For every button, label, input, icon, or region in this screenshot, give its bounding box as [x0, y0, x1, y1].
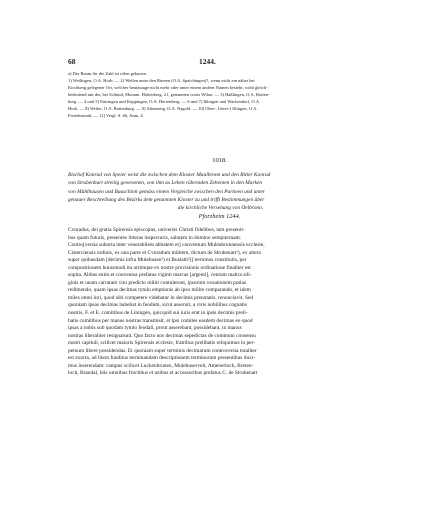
body-line: ipsas a nobis sub quodam tytulo feodali, prout asserebant, possidebant, in manus [68, 325, 242, 332]
footnote-line: Kirchberg gelegener Ort, welcher heutzutage nicht mehr oder unter einem andern Namen besteht; wohl gleich- [68, 85, 268, 90]
body-line: est exorta, ad litem funditus terminandam descriptionem terminorum presentibus duxi- [68, 355, 256, 362]
body-line: super quibusdam [decimis infra Mulehusen²) et Buslath³)] terminos constitutis, per [68, 257, 247, 264]
document-number: 1018. [212, 157, 227, 164]
footnote-line: burg. — 4 und 5) Entringen und Kuppingen, O.A. Herrenberg. — 6 und 7) Ihlingen und Wachendorf, O.A. [68, 99, 261, 104]
body-line: quoniam ipsas decimas habebat in feodum, sicut asseruit, a viris nobilibus cognatis [68, 302, 247, 309]
footnote-line: a) Der Raum für die Zahl ist offen gelassen. [68, 71, 148, 76]
running-header-year: 1244. [199, 57, 216, 66]
body-line: miles omni iuri, quod sibi competere videbatur in decimis prenotatis, renunciavit. Sed [68, 294, 254, 301]
body-line: nostri capituli, scilicet maioris Spirensis ecclesie, fratribus prelibatis reliquimus in per- [68, 340, 256, 347]
footnote-line: Horb. — 8) Weiler, O.A. Rottenburg. — 9) Altensteig, O.A. Nagold. — 10) Ober-, Unter-) Iflingen, O.A. [68, 106, 258, 111]
body-line: Cisterciensis ordinis, ex una parte et Cvnradum militem, dictum de Strubenart¹), ex altera [68, 249, 261, 256]
body-line: compositionem huiusmodi ita utrimque ex nostre provisionis ordinatione finaliter est [68, 264, 251, 271]
body-line: Contro[versia suborta inter venerabilem abbatem et] conventum Mulenbrunnensis ecclesie, [68, 242, 265, 249]
summary-line: die kirchliche Versehung von Oelbronn. [177, 205, 264, 212]
footnote-line: 1) Weilingen, O.A. Horb. — 2) Weilen unter den Rinnen (O.A. Spaichingen)?, wenn nicht ein näher bei [68, 78, 255, 83]
body-line: redimendo, quam ipsas decimas tytulo emptionis ab ipso milite comparando, et idem [68, 287, 251, 294]
body-line: nostras liberaliter resignarunt. Quo facto nos decimas sepedictas de communi consensu [68, 332, 256, 339]
body-line: loch, Brandal, hiis omnibus fructibus et usibus et accessoribus prefatus C. de Strubenart [68, 370, 258, 377]
footnotes [68, 70, 371, 119]
page-number: 68 [68, 57, 76, 66]
summary-line: Bischof Konrad von Speier weist die zwischen dem Kloster Maulbronn und den Ritter Konrad [68, 172, 271, 178]
footnote-line: bedeutend mit der, bei Schmid, Monum. Hohenberg. 21, genannten curtis Wilon. — 3) Haßlingen, O.A. Rotten- [68, 92, 270, 97]
summary-line: genauer Beschreibung des Bezirks dem genannten Kloster zu und trifft Bestimmungen über [68, 196, 265, 203]
body-line: bus quam futuris, presentes litteras inspecturis, salutem in domino sempiternam. [68, 234, 242, 241]
body-line: ginis et unam carratam vini predicto militi contulerunt, ipsorum vexationem potius [68, 279, 247, 286]
body-line: sopita. Abbas enim et conventus prefatus viginti marcas [argenti], centum maltra sili- [68, 272, 252, 279]
place-date: Pforzheim 1244. [198, 213, 241, 220]
document-summary [68, 171, 373, 212]
body-line: Cvnradus, dei gratia Spirensis episcopus, universis Christi fidelibus, tam presenti- [68, 227, 245, 233]
charter-text [68, 227, 373, 378]
body-line: nostris, F. et E. comitibus de Liningen, quicquid sui iuris erat in ipsis decimis preli- [68, 310, 248, 317]
summary-line: von Strubenhart streitig gewesenen, von ihm zu Lehen rührenden Zehenten in den Marken [68, 180, 263, 187]
body-line: mus inserendam: campus scilicet Luckenbrunen, Mulehuservelt, Amenerloch, Breten- [68, 362, 254, 369]
body-line: petuum libere possidendas. Et quoniam super terminis decimarum controversia totaliter [68, 347, 257, 354]
body-line: batis comitibus per manus nostras transmisit, et ipsi comites easdem decimas eo quod [68, 317, 253, 324]
footnote-line: Freudenstadt. — 11) Vergl. S. 66, Anm. 4. [68, 113, 144, 118]
summary-line: von Mühlhausen und Bauschlott gemäss einem Vergleiche zwischen den Partieen und unter [68, 188, 265, 195]
